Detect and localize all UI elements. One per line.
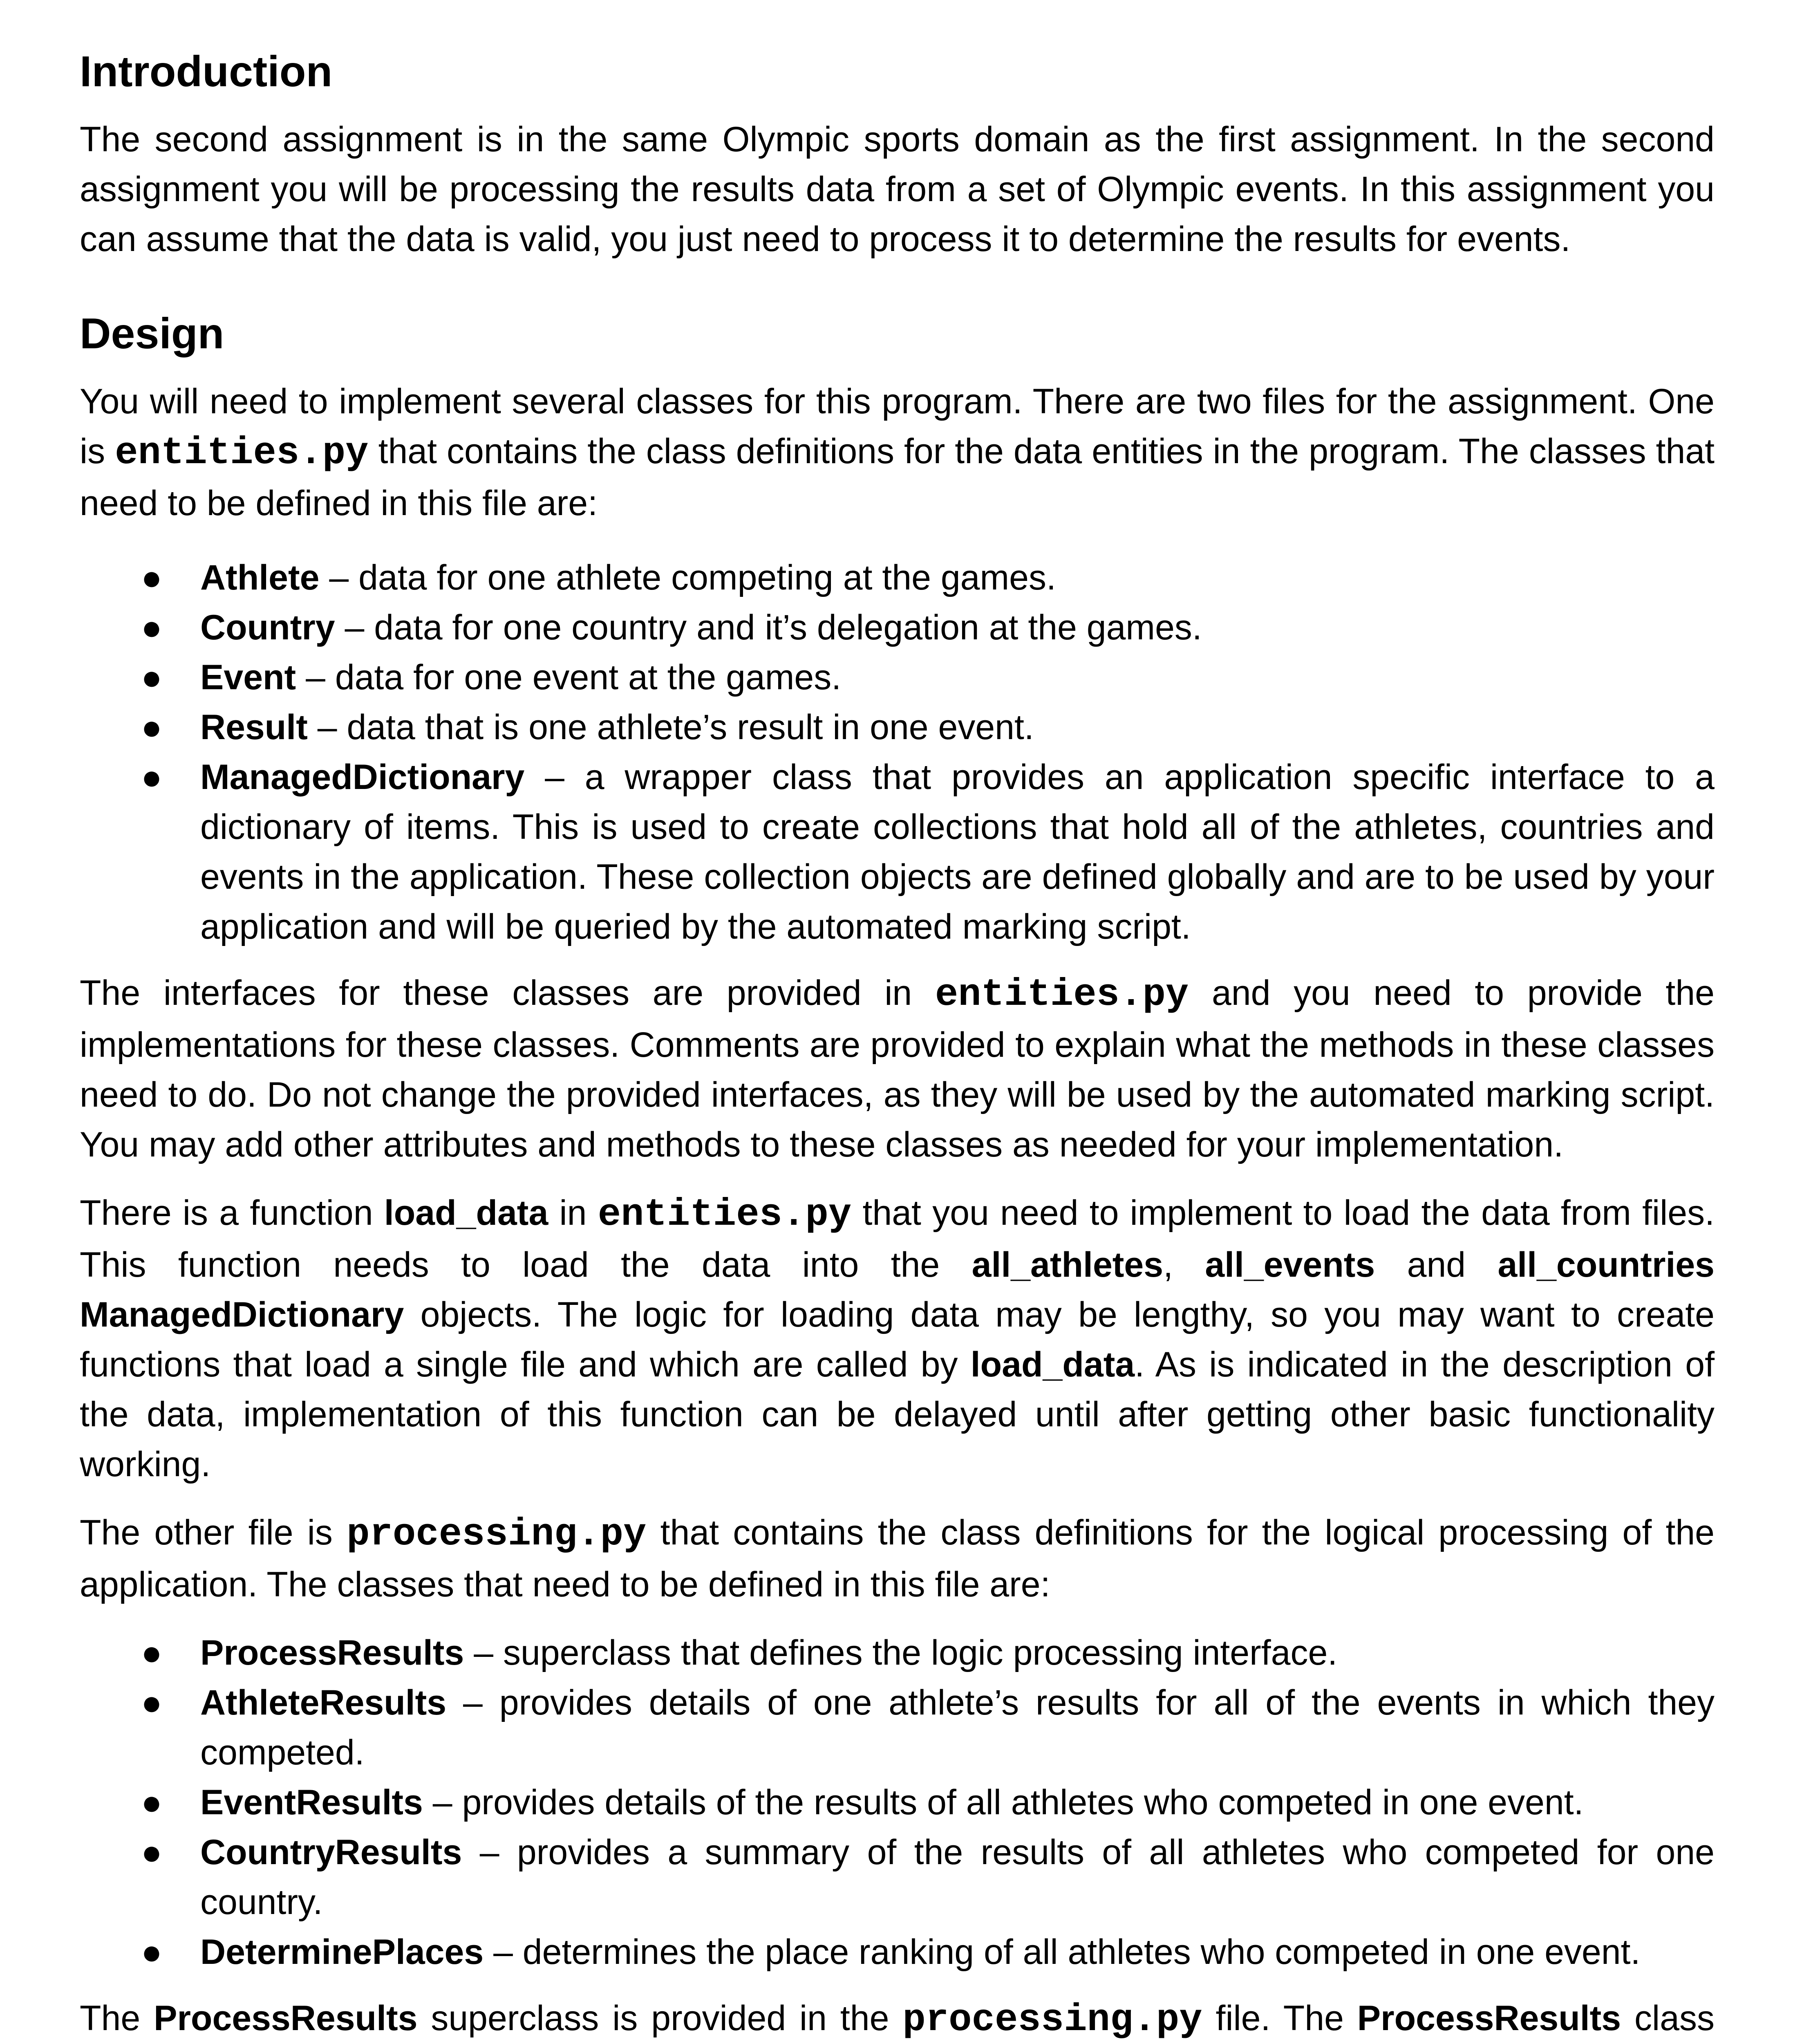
document-page	[80, 45, 1715, 2044]
list-item: ● ProcessResults – superclass that defines the logic processing interface.	[80, 1628, 1715, 1678]
bullet-icon: ●	[141, 658, 162, 697]
processing-file-code: processing.py	[347, 1513, 647, 1556]
list-item: ● Country – data for one country and it’s delegation at the games.	[80, 603, 1715, 652]
list-item: ● Result – data that is one athlete’s result in one event.	[80, 702, 1715, 752]
entities-file-code: entities.py	[935, 973, 1189, 1017]
list-item: ● AthleteResults – provides details of one athlete’s results for all of the events in which they competed.	[80, 1678, 1715, 1777]
list-item: ● Event – data for one event at the games.	[80, 652, 1715, 702]
bullet-icon: ●	[141, 1932, 162, 1972]
bullet-icon: ●	[141, 1633, 162, 1672]
list-item: ● CountryResults – provides a summary of the results of all athletes who competed for one country.	[80, 1827, 1715, 1927]
design-heading: Design	[80, 309, 224, 358]
bullet-icon: ●	[141, 608, 162, 647]
design-paragraph-1: You will need to implement several classes for this program. There are two files for the assignment. One is entities.py that contains the class definitions for the data entities in the program. The classes that need to be defined in this file are:	[80, 382, 1715, 523]
list-item: ● Athlete – data for one athlete competing at the games.	[80, 553, 1715, 603]
introduction-heading: Introduction	[80, 47, 333, 96]
entities-file-code: entities.py	[115, 432, 369, 475]
bullet-icon: ●	[141, 558, 162, 597]
list-item: ● DeterminePlaces – determines the place ranking of all athletes who competed in one event.	[80, 1927, 1715, 1977]
bullet-icon: ●	[141, 1833, 162, 1872]
design-paragraph-3: There is a function load_data in entities.py that you need to implement to load the data from files. This function needs to load the data into the all_athletes, all_events and all_countries ManagedDictionary objects. The logic for loading data may be lengthy, so you may want to create functions that load a single file and which are called by load_data. As is indicated in the description of the data, implementation of this function can be delayed until after getting other basic functionality working.	[80, 1193, 1715, 1484]
entities-file-code: entities.py	[598, 1193, 852, 1237]
list-item: ● EventResults – provides details of the results of all athletes who competed in one event.	[80, 1777, 1715, 1827]
design-paragraph-4: The other file is processing.py that contains the class definitions for the logical processing of the application. The classes that need to be defined in this file are:	[80, 1513, 1715, 1604]
processing-file-code: processing.py	[902, 1999, 1202, 2042]
bullet-icon: ●	[141, 1683, 162, 1722]
list-item: ● ManagedDictionary – a wrapper class that provides an application specific interface to a dictionary of items. This is used to create collections that hold all of the athletes, countries and events in the application. These collection objects are defined globally and are to be used by your application and will be queried by the automated marking script.	[80, 752, 1715, 952]
entity-classes-list	[80, 553, 1715, 952]
introduction-paragraph: The second assignment is in the same Olympic sports domain as the first assignment. In the second assignment you will be processing the results data from a set of Olympic events. In this assignment you can assume that the data is valid, you just need to process it to determine the results for events.	[80, 120, 1715, 259]
design-paragraph-2: The interfaces for these classes are provided in entities.py and you need to provide the implementations for these classes. Comments are provided to explain what the methods in these classes need to do. Do not change the provided interfaces, as they will be used by the automated marking script. You may add other attributes and methods to these classes as needed for your implementation.	[80, 973, 1715, 1164]
bullet-icon: ●	[141, 758, 162, 797]
design-paragraph-5: The ProcessResults superclass is provided in the processing.py file. The ProcessResults class	[80, 1999, 1715, 2042]
bullet-icon: ●	[141, 1783, 162, 1822]
bullet-icon: ●	[141, 708, 162, 747]
processing-classes-list	[80, 1628, 1715, 1977]
